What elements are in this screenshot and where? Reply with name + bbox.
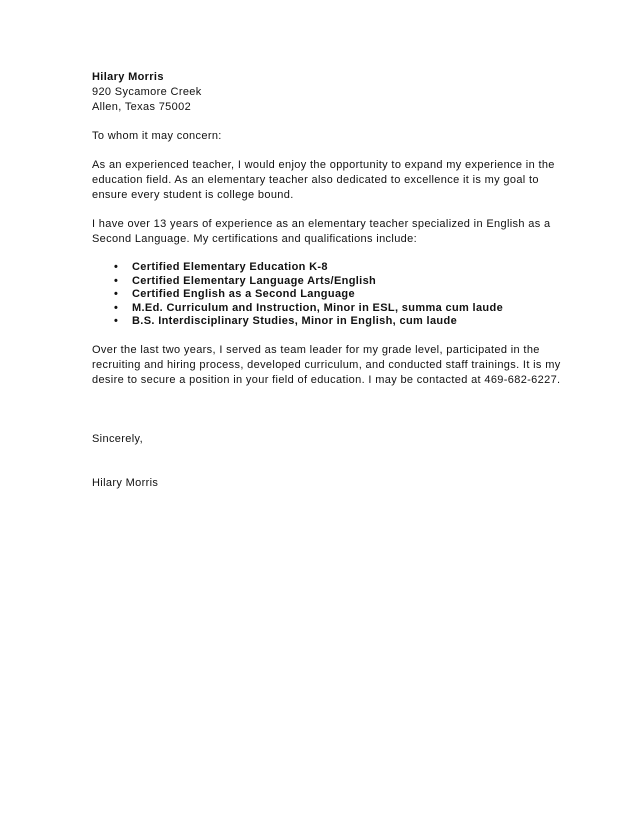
letter-page [92, 70, 562, 491]
certification-text: Certified Elementary Language Arts/English [132, 274, 377, 287]
certification-text: M.Ed. Curriculum and Instruction, Minor in ESL, summa cum laude [132, 301, 504, 314]
sender-city: Allen, Texas 75002 [92, 101, 192, 113]
list-item [92, 275, 562, 289]
bullet-icon: • [114, 261, 119, 273]
bullet-icon: • [114, 288, 119, 300]
certification-text: Certified Elementary Education K-8 [132, 261, 328, 273]
bullet-icon: • [114, 274, 119, 287]
bullet-icon: • [114, 315, 119, 327]
list-item [92, 315, 562, 329]
sender-street: 920 Sycamore Creek [92, 86, 202, 98]
list-item [92, 302, 562, 316]
responsibilities-paragraph: Over the last two years, I served as team leader for my grade level, participated in the recruiting and hiring process, developed curriculum, and conducted staff trainings. It is my desire to secure a position in your field of education. I may be contacted at 469-682-6227. [92, 343, 561, 386]
sender-address-block [92, 70, 562, 115]
signature-name: Hilary Morris [92, 476, 159, 489]
salutation: To whom it may concern: [92, 130, 222, 142]
list-item [92, 288, 562, 302]
experience-paragraph: I have over 13 years of experience as an elementary teacher specialized in English as a Second Language. My certifications and qualifications include: [92, 218, 551, 245]
certification-text: B.S. Interdisciplinary Studies, Minor in English, cum laude [132, 315, 458, 327]
sender-name: Hilary Morris [92, 71, 164, 83]
certification-list [92, 261, 562, 329]
bullet-icon: • [114, 301, 119, 314]
closing: Sincerely, [92, 432, 143, 445]
certification-text: Certified English as a Second Language [132, 288, 355, 300]
list-item [92, 261, 562, 275]
intro-paragraph: As an experienced teacher, I would enjoy the opportunity to expand my experience in the education field. As an elementary teacher also dedicated to excellence it is my goal to ensure every student is college bound. [92, 159, 555, 201]
